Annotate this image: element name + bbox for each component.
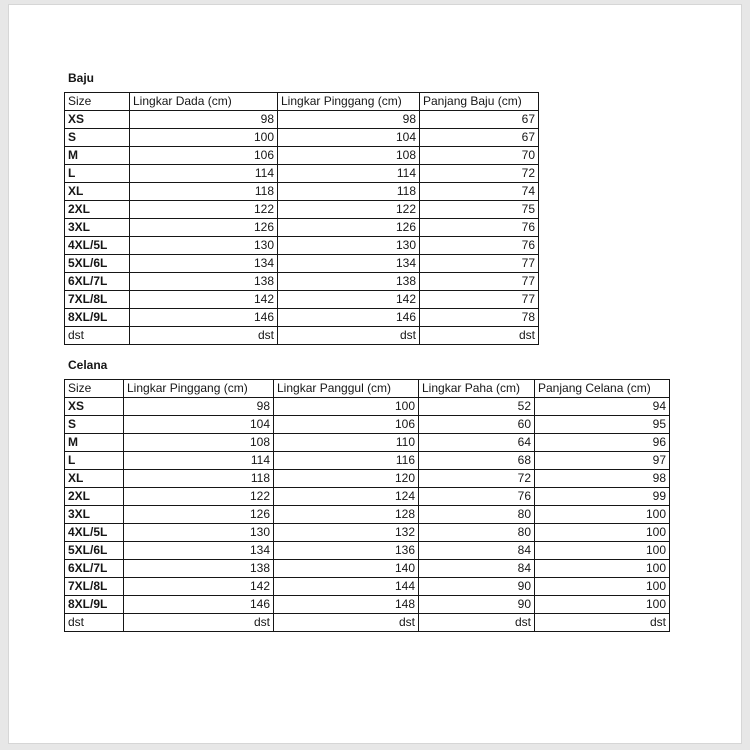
value-cell: 100 — [130, 129, 278, 147]
header-row — [65, 380, 670, 398]
size-cell: 7XL/8L — [65, 291, 130, 309]
value-cell: 67 — [420, 111, 539, 129]
size-cell: S — [65, 129, 130, 147]
document-page — [8, 4, 742, 744]
value-cell: 132 — [274, 524, 419, 542]
value-cell: 100 — [274, 398, 419, 416]
table-row — [65, 183, 539, 201]
value-cell: dst — [420, 327, 539, 345]
value-cell: 99 — [535, 488, 670, 506]
size-cell: XS — [65, 111, 130, 129]
column-header: Panjang Celana (cm) — [535, 380, 670, 398]
value-cell: 100 — [535, 542, 670, 560]
value-cell: 146 — [124, 596, 274, 614]
value-cell: 118 — [124, 470, 274, 488]
value-cell: 52 — [419, 398, 535, 416]
size-cell: 3XL — [65, 506, 124, 524]
value-cell: 122 — [124, 488, 274, 506]
value-cell: 134 — [124, 542, 274, 560]
value-cell: 106 — [274, 416, 419, 434]
value-cell: 144 — [274, 578, 419, 596]
column-header: Lingkar Pinggang (cm) — [124, 380, 274, 398]
table-row — [65, 147, 539, 165]
value-cell: 74 — [420, 183, 539, 201]
value-cell: 77 — [420, 273, 539, 291]
value-cell: 67 — [420, 129, 539, 147]
celana-size-table — [64, 379, 670, 632]
size-cell: 8XL/9L — [65, 596, 124, 614]
size-cell: 4XL/5L — [65, 237, 130, 255]
baju-section-title: Baju — [68, 71, 95, 85]
column-header: Lingkar Pinggang (cm) — [278, 93, 420, 111]
table-row — [65, 165, 539, 183]
column-header: Lingkar Paha (cm) — [419, 380, 535, 398]
column-header: Size — [65, 380, 124, 398]
value-cell: 72 — [420, 165, 539, 183]
size-cell: M — [65, 147, 130, 165]
value-cell: 100 — [535, 578, 670, 596]
value-cell: 60 — [419, 416, 535, 434]
value-cell: 118 — [278, 183, 420, 201]
value-cell: 128 — [274, 506, 419, 524]
column-header: Lingkar Dada (cm) — [130, 93, 278, 111]
table-row — [65, 309, 539, 327]
value-cell: 78 — [420, 309, 539, 327]
value-cell: 90 — [419, 596, 535, 614]
value-cell: 98 — [130, 111, 278, 129]
value-cell: 84 — [419, 560, 535, 578]
column-header: Size — [65, 93, 130, 111]
table-row — [65, 273, 539, 291]
table-row — [65, 416, 670, 434]
value-cell: 126 — [130, 219, 278, 237]
value-cell: 96 — [535, 434, 670, 452]
table-row — [65, 614, 670, 632]
baju-size-table — [64, 92, 539, 345]
table-row — [65, 560, 670, 578]
value-cell: 90 — [419, 578, 535, 596]
table-row — [65, 291, 539, 309]
table-row — [65, 452, 670, 470]
value-cell: 126 — [278, 219, 420, 237]
value-cell: 77 — [420, 291, 539, 309]
table-row — [65, 111, 539, 129]
table-row — [65, 327, 539, 345]
value-cell: 98 — [278, 111, 420, 129]
value-cell: 124 — [274, 488, 419, 506]
value-cell: 95 — [535, 416, 670, 434]
size-cell: S — [65, 416, 124, 434]
value-cell: 108 — [278, 147, 420, 165]
table-row — [65, 578, 670, 596]
size-cell: 6XL/7L — [65, 560, 124, 578]
value-cell: 138 — [278, 273, 420, 291]
table-row — [65, 542, 670, 560]
value-cell: 136 — [274, 542, 419, 560]
column-header: Lingkar Panggul (cm) — [274, 380, 419, 398]
value-cell: 108 — [124, 434, 274, 452]
value-cell: 68 — [419, 452, 535, 470]
value-cell: 138 — [124, 560, 274, 578]
value-cell: dst — [535, 614, 670, 632]
value-cell: 80 — [419, 524, 535, 542]
size-cell: 2XL — [65, 201, 130, 219]
table-row — [65, 470, 670, 488]
size-cell: XS — [65, 398, 124, 416]
value-cell: 76 — [420, 237, 539, 255]
value-cell: 64 — [419, 434, 535, 452]
value-cell: 148 — [274, 596, 419, 614]
value-cell: 77 — [420, 255, 539, 273]
value-cell: 146 — [130, 309, 278, 327]
value-cell: 100 — [535, 560, 670, 578]
value-cell: 134 — [130, 255, 278, 273]
table-row — [65, 434, 670, 452]
size-cell: L — [65, 452, 124, 470]
value-cell: 94 — [535, 398, 670, 416]
column-header: Panjang Baju (cm) — [420, 93, 539, 111]
value-cell: 114 — [278, 165, 420, 183]
value-cell: dst — [130, 327, 278, 345]
value-cell: 116 — [274, 452, 419, 470]
value-cell: dst — [419, 614, 535, 632]
value-cell: 130 — [278, 237, 420, 255]
value-cell: dst — [124, 614, 274, 632]
size-cell: 7XL/8L — [65, 578, 124, 596]
size-cell: M — [65, 434, 124, 452]
value-cell: 97 — [535, 452, 670, 470]
size-cell: 4XL/5L — [65, 524, 124, 542]
value-cell: 80 — [419, 506, 535, 524]
value-cell: 100 — [535, 524, 670, 542]
value-cell: 146 — [278, 309, 420, 327]
value-cell: 110 — [274, 434, 419, 452]
size-cell: dst — [65, 327, 130, 345]
value-cell: 70 — [420, 147, 539, 165]
table-row — [65, 488, 670, 506]
value-cell: 142 — [124, 578, 274, 596]
size-cell: XL — [65, 183, 130, 201]
value-cell: 140 — [274, 560, 419, 578]
size-cell: XL — [65, 470, 124, 488]
value-cell: 130 — [124, 524, 274, 542]
value-cell: 75 — [420, 201, 539, 219]
value-cell: 118 — [130, 183, 278, 201]
table-row — [65, 596, 670, 614]
header-row — [65, 93, 539, 111]
size-cell: 3XL — [65, 219, 130, 237]
value-cell: 76 — [419, 488, 535, 506]
value-cell: 142 — [130, 291, 278, 309]
size-cell: dst — [65, 614, 124, 632]
value-cell: 122 — [130, 201, 278, 219]
value-cell: 106 — [130, 147, 278, 165]
value-cell: 72 — [419, 470, 535, 488]
value-cell: 104 — [124, 416, 274, 434]
value-cell: 98 — [535, 470, 670, 488]
value-cell: 114 — [124, 452, 274, 470]
table-row — [65, 524, 670, 542]
value-cell: 100 — [535, 506, 670, 524]
value-cell: 134 — [278, 255, 420, 273]
value-cell: 122 — [278, 201, 420, 219]
table-row — [65, 219, 539, 237]
table-row — [65, 237, 539, 255]
value-cell: 142 — [278, 291, 420, 309]
value-cell: 76 — [420, 219, 539, 237]
table-row — [65, 398, 670, 416]
table-row — [65, 506, 670, 524]
table-row — [65, 201, 539, 219]
size-cell: 5XL/6L — [65, 542, 124, 560]
value-cell: dst — [278, 327, 420, 345]
size-cell: 2XL — [65, 488, 124, 506]
table-row — [65, 255, 539, 273]
size-cell: L — [65, 165, 130, 183]
table-row — [65, 129, 539, 147]
value-cell: 98 — [124, 398, 274, 416]
size-cell: 6XL/7L — [65, 273, 130, 291]
size-cell: 8XL/9L — [65, 309, 130, 327]
value-cell: 130 — [130, 237, 278, 255]
value-cell: 100 — [535, 596, 670, 614]
value-cell: 120 — [274, 470, 419, 488]
celana-section-title: Celana — [68, 358, 108, 372]
value-cell: dst — [274, 614, 419, 632]
value-cell: 104 — [278, 129, 420, 147]
value-cell: 138 — [130, 273, 278, 291]
size-cell: 5XL/6L — [65, 255, 130, 273]
value-cell: 84 — [419, 542, 535, 560]
value-cell: 126 — [124, 506, 274, 524]
value-cell: 114 — [130, 165, 278, 183]
